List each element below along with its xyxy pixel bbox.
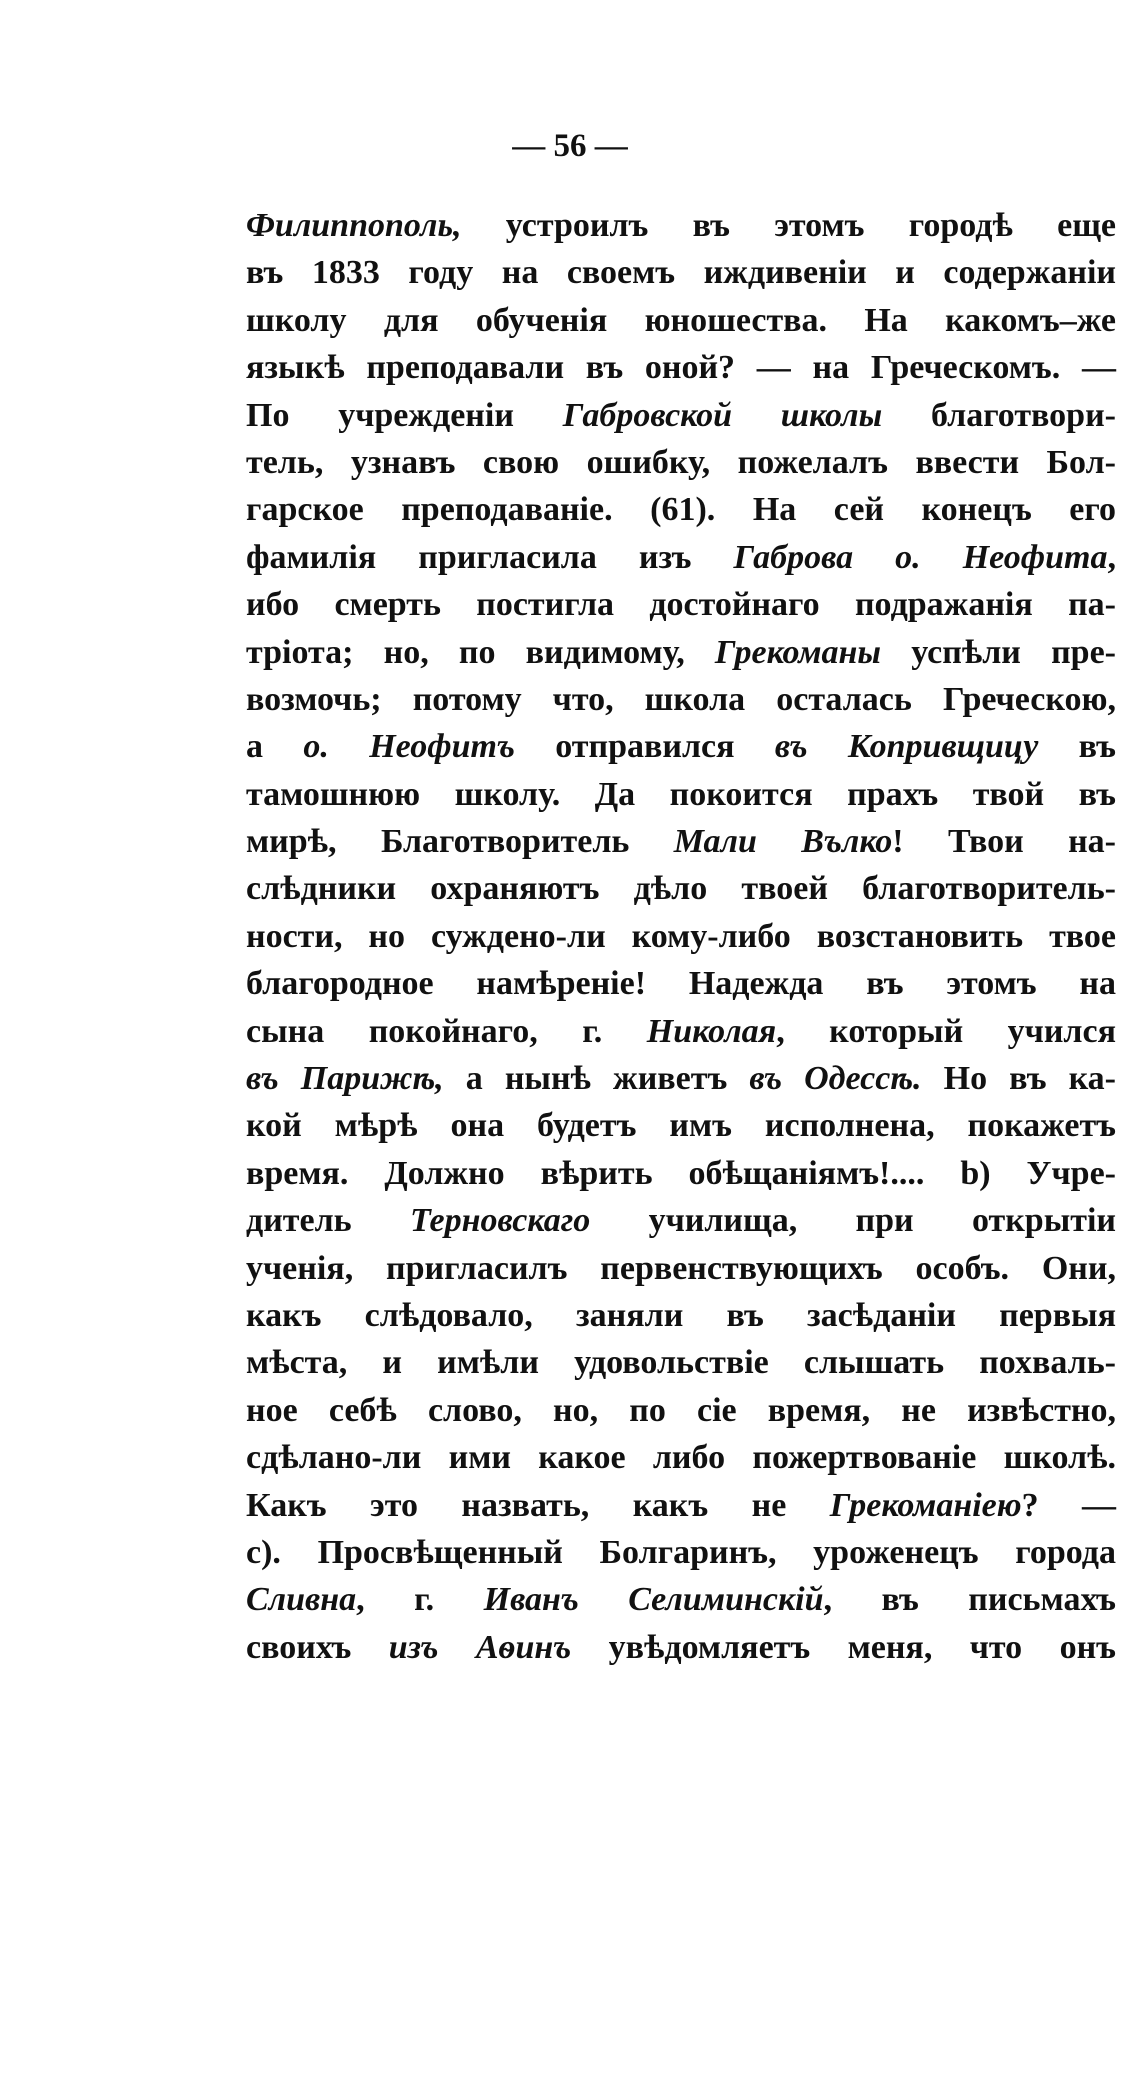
text-run: школу для обученія юношества. На какомъ–же: [246, 301, 1116, 339]
text-run: въ 1833 году на своемъ иждивеніи и содержаніи: [246, 254, 1116, 292]
text-run: тель, узнавъ свою ошибку, пожелалъ ввести Бол-: [246, 443, 1116, 481]
text-line: [246, 1197, 1116, 1244]
page-number: — 56 —: [512, 128, 628, 164]
text-run: , который учился: [776, 1012, 1116, 1050]
italic-run: Грекоманіею: [829, 1486, 1022, 1524]
text-run: устроилъ въ этомъ городѣ еще: [461, 207, 1116, 244]
text-line: [246, 249, 1116, 296]
text-run: фамилія пригласила изъ: [246, 538, 734, 576]
text-line: [246, 865, 1116, 912]
text-line: [246, 1576, 1116, 1623]
text-line: [246, 1008, 1116, 1055]
text-line: [246, 1434, 1116, 1481]
italic-run: Николая: [646, 1012, 777, 1050]
text-run: Какъ это назвать, какъ не: [246, 1486, 830, 1524]
italic-run: о. Неофитъ: [303, 728, 515, 766]
text-run: мѣста, и имѣли удовольствіе слышать похваль-: [246, 1344, 1116, 1382]
text-run: отправился: [514, 728, 775, 766]
text-run: время. Должно вѣрить обѣщаніямъ!.... b) Учре-: [246, 1154, 1116, 1192]
text-line: [246, 344, 1116, 391]
text-run: ученія, пригласилъ первенствующихъ особъ. Они,: [246, 1249, 1116, 1287]
text-line: [246, 486, 1116, 533]
italic-run: Габровской школы: [562, 396, 883, 434]
text-run: дитель: [246, 1202, 410, 1240]
text-run: ное себѣ слово, но, по сіе время, не извѣстно,: [246, 1391, 1116, 1429]
text-run: а нынѣ живетъ: [443, 1060, 750, 1098]
text-run: своихъ: [246, 1628, 389, 1666]
italic-run: Мали Вълко: [673, 823, 893, 861]
text-line: [246, 581, 1116, 628]
text-line: [246, 439, 1116, 486]
text-line: [246, 629, 1116, 676]
text-run: ибо смерть постигла достойнаго подражанія па-: [246, 586, 1116, 624]
text-line: [246, 913, 1116, 960]
text-line: [246, 297, 1116, 344]
text-run: мирѣ, Благотворитель: [246, 823, 674, 861]
text-run: слѣдники охраняютъ дѣло твоей благотворитель-: [246, 870, 1116, 908]
text-run: благородное намѣреніе! Надежда въ этомъ на: [246, 965, 1116, 1003]
text-run: благотвори-: [882, 396, 1116, 434]
text-line: [246, 1102, 1116, 1149]
text-line: [246, 392, 1116, 439]
text-line: [246, 1387, 1116, 1434]
text-line: [246, 202, 1116, 249]
italic-run: изъ Аѳинъ: [388, 1628, 572, 1666]
body-text: [246, 202, 1116, 1671]
text-line: [246, 771, 1116, 818]
text-run: училища, при открытіи: [590, 1202, 1116, 1240]
text-run: а: [246, 728, 304, 766]
text-run: тамошнюю школу. Да покоится прахъ твой въ: [246, 775, 1116, 813]
text-run: Но въ ка-: [921, 1060, 1116, 1098]
text-line: [246, 1339, 1116, 1386]
italic-run: Иванъ Селиминскій: [483, 1581, 824, 1619]
italic-run: Габрова о. Неофита: [733, 538, 1108, 576]
text-run: c). Просвѣщенный Болгаринъ, уроженецъ города: [246, 1533, 1116, 1571]
text-run: возмочь; потому что, школа осталась Греческою,: [246, 680, 1116, 718]
text-run: кой мѣрѣ она будетъ имъ исполнена, покажетъ: [246, 1107, 1116, 1145]
text-run: ,: [1107, 538, 1116, 576]
text-run: гарское преподаваніе. (61). На сей конецъ его: [246, 491, 1116, 529]
text-run: , въ письмахъ: [823, 1581, 1116, 1619]
text-line: [246, 818, 1116, 865]
text-line: [246, 534, 1116, 581]
text-run: увѣдомляетъ меня, что онъ: [571, 1628, 1117, 1666]
italic-run: въ Парижѣ,: [246, 1060, 444, 1098]
italic-run: въ Одессѣ.: [749, 1060, 922, 1098]
text-line: [246, 1245, 1116, 1292]
text-run: По учрежденіи: [246, 396, 563, 434]
text-line: [246, 1529, 1116, 1576]
text-run: въ: [1038, 728, 1117, 766]
italic-run: Сливна: [246, 1581, 357, 1619]
italic-run: Терновскаго: [409, 1202, 591, 1240]
text-run: , г.: [356, 1581, 484, 1619]
text-run: языкѣ преподавали въ оной? — на Греческомъ. —: [246, 349, 1116, 387]
text-run: ! Твои на-: [892, 823, 1116, 861]
text-run: ? —: [1021, 1486, 1116, 1524]
text-run: ности, но суждено-ли кому-либо возстановить твое: [246, 917, 1116, 955]
text-run: тріота; но, по видимому,: [246, 633, 715, 671]
italic-run: въ Копривщицу: [774, 728, 1039, 766]
text-line: [246, 960, 1116, 1007]
text-line: [246, 1482, 1116, 1529]
text-line: [246, 1055, 1116, 1102]
text-line: [246, 1150, 1116, 1197]
text-run: успѣли пре-: [881, 633, 1116, 671]
text-line: [246, 676, 1116, 723]
text-line: [246, 1624, 1116, 1671]
text-run: сына покойнаго, г.: [246, 1012, 647, 1050]
italic-run: Грекоманы: [714, 633, 882, 671]
text-run: какъ слѣдовало, заняли въ засѣданіи первыя: [246, 1296, 1116, 1334]
text-line: [246, 1292, 1116, 1339]
italic-run: Филиппополь,: [246, 207, 462, 244]
text-run: сдѣлано-ли ими какое либо пожертвованіе школѣ.: [246, 1439, 1116, 1477]
text-line: [246, 723, 1116, 770]
